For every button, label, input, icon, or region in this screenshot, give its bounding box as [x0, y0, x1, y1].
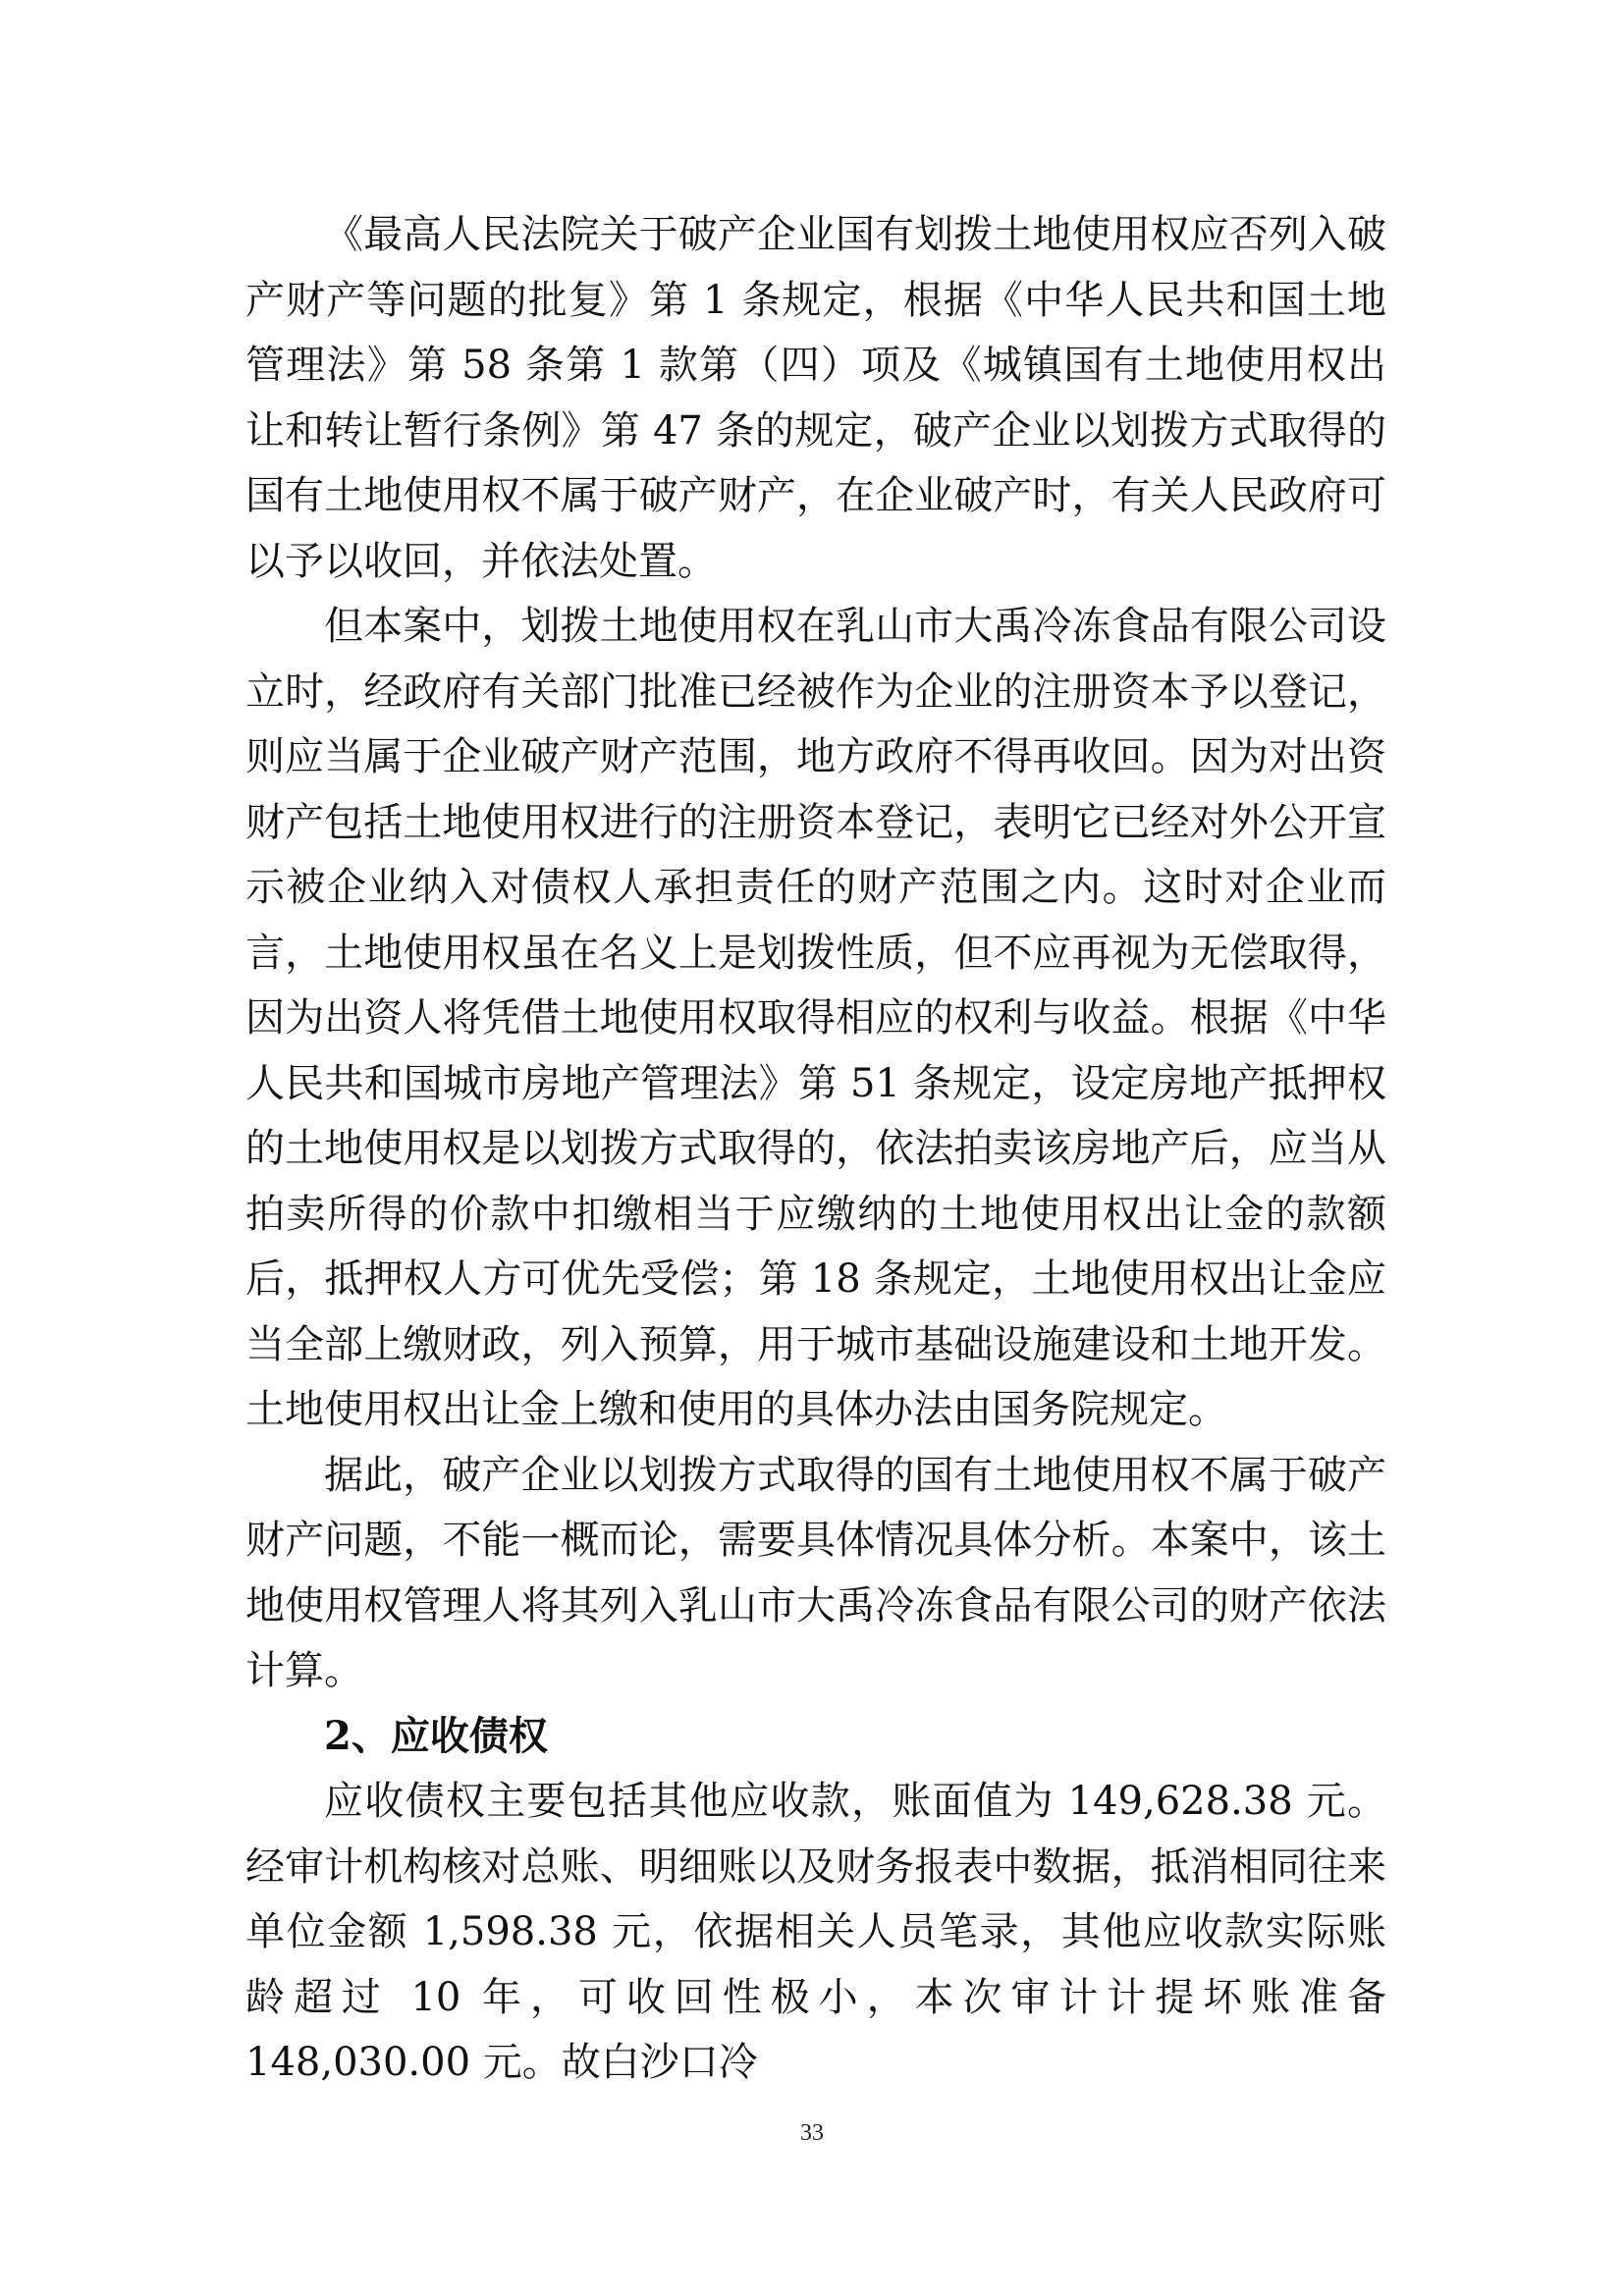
paragraph-case-analysis: 但本案中，划拨土地使用权在乳山市大禹冷冻食品有限公司设立时，经政府有关部门批准已经被作为企业的注册资本予以登记，则应当属于企业破产财产范围，地方政府不得再收回。因为对出资财产包括土地使用权进行的注册资本登记，表明它已经对外公开宣示被企业纳入对债权人承担责任的财产范围之内。这时对企业而言，土地使用权虽在名义上是划拨性质，但不应再视为无偿取得，因为出资人将凭借土地使用权取得相应的权利与收益。根据《中华人民共和国城市房地产管理法》第 51 条规定，设定房地产抵押权的土地使用权是以划拨方式取得的，依法拍卖该房地产后，应当从拍卖所得的价款中扣缴相当于应缴纳的土地使用权出让金的款额后，抵押权人方可优先受偿；第 18 条规定，土地使用权出让金应当全部上缴财政，列入预算，用于城市基础设施建设和土地开发。土地使用权出让金上缴和使用的具体办法由国务院规定。 — [245, 604, 1386, 1432]
document-body — [245, 202, 1386, 2096]
paragraph-land-use-right-ruling: 《最高人民法院关于破产企业国有划拨土地使用权应否列入破产财产等问题的批复》第 1 条规定，根据《中华人民共和国土地管理法》第 58 条第 1 款第（四）项及《城镇国有土地使用权出让和转让暂行条例》第 47 条的规定，破产企业以划拨方式取得的国有土地使用权不属于破产财产，在企业破产时，有关人民政府可以予以收回，并依法处置。 — [245, 212, 1386, 584]
page-number: 33 — [800, 2120, 824, 2146]
section-heading-receivables: 2、应收债权 — [324, 1712, 548, 1759]
paragraph-receivables: 应收债权主要包括其他应收款，账面值为 149,628.38 元。经审计机构核对总账、明细账以及财务报表中数据，抵消相同往来单位金额 1,598.38 元，依据相关人员笔录，其他应收款实际账龄超过 10 年，可收回性极小，本次审计计提坏账准备 148,030.00 元。故白沙口冷 — [245, 1779, 1386, 2085]
paragraph-conclusion: 据此，破产企业以划拨方式取得的国有土地使用权不属于破产财产问题，不能一概而论，需要具体情况具体分析。本案中，该土地使用权管理人将其列入乳山市大禹冷冻食品有限公司的财产依法计算。 — [245, 1452, 1386, 1693]
